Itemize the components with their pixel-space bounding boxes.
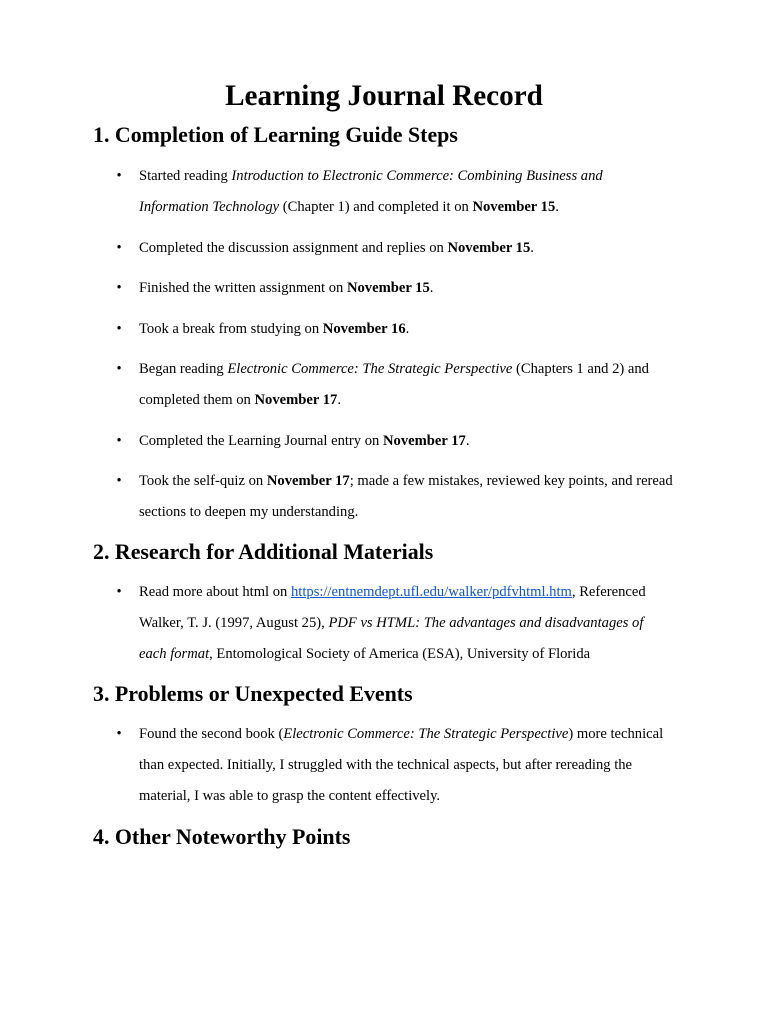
book-title: Electronic Commerce: The Strategic Perspective bbox=[283, 726, 569, 742]
list-item: • Read more about html on https://entnemdept.ufl.edu/walker/pdfvhtml.htm, Referenced Walker, T. J. (1997, August 25), PDF vs HTML: The advantages and disadvantages of each format, Entomological Society of America (ESA), University of Florida bbox=[0, 577, 673, 670]
list-item: • Completed the Learning Journal entry on November 17. bbox=[0, 426, 673, 457]
list-item: • Took the self-quiz on November 17; made a few mistakes, reviewed key points, and reread sections to deepen my understanding. bbox=[0, 466, 673, 528]
list-item: • Took a break from studying on November 16. bbox=[0, 314, 673, 345]
bullet-icon: • bbox=[116, 473, 122, 489]
article-title: PDF vs HTML: The advantages and disadvantages of each format bbox=[139, 615, 644, 662]
bullet-icon: • bbox=[116, 280, 122, 296]
section-heading-research: 2. Research for Additional Materials bbox=[93, 539, 434, 564]
list-item: • Found the second book (Electronic Commerce: The Strategic Perspective) more technical than expected. Initially, I struggled with the technical aspects, but after rereading the material, I was able to grasp the content effectively. bbox=[0, 719, 673, 812]
reference-link[interactable]: https://entnemdept.ufl.edu/walker/pdfvhtml.htm bbox=[291, 584, 572, 600]
completion-list bbox=[0, 161, 768, 528]
bullet-icon: • bbox=[116, 361, 122, 377]
date: November 17 bbox=[254, 392, 338, 408]
date: November 17 bbox=[382, 432, 466, 449]
date: November 15 bbox=[472, 199, 556, 215]
date: November 15 bbox=[346, 280, 430, 296]
bullet-icon: • bbox=[116, 168, 122, 184]
date: November 16 bbox=[322, 320, 406, 337]
bullet-icon: • bbox=[116, 432, 122, 449]
list-item: • Finished the written assignment on November 15. bbox=[0, 273, 673, 304]
section-heading-problems: 3. Problems or Unexpected Events bbox=[93, 681, 413, 706]
bullet-icon: • bbox=[116, 726, 122, 742]
list-item: • Completed the discussion assignment and replies on November 15. bbox=[0, 233, 673, 264]
list-item: • Began reading Electronic Commerce: The Strategic Perspective (Chapters 1 and 2) and completed them on November 17. bbox=[0, 354, 673, 416]
bullet-icon: • bbox=[116, 239, 122, 256]
section-heading-other: 4. Other Noteworthy Points bbox=[93, 824, 351, 849]
date: November 17 bbox=[266, 473, 350, 489]
research-list bbox=[0, 577, 768, 670]
book-title: Electronic Commerce: The Strategic Perspective bbox=[227, 361, 513, 377]
bullet-icon: • bbox=[116, 584, 122, 600]
problems-list bbox=[0, 719, 768, 812]
section-heading-completion: 1. Completion of Learning Guide Steps bbox=[93, 122, 458, 147]
book-title: Introduction to Electronic Commerce: Combining Business and Information Technology bbox=[139, 168, 603, 215]
date: November 15 bbox=[447, 239, 531, 256]
list-item: • Started reading Introduction to Electronic Commerce: Combining Business and Information Technology (Chapter 1) and completed it on November 15. bbox=[0, 161, 673, 223]
bullet-icon: • bbox=[116, 320, 122, 337]
page-title: Learning Journal Record bbox=[225, 80, 543, 112]
